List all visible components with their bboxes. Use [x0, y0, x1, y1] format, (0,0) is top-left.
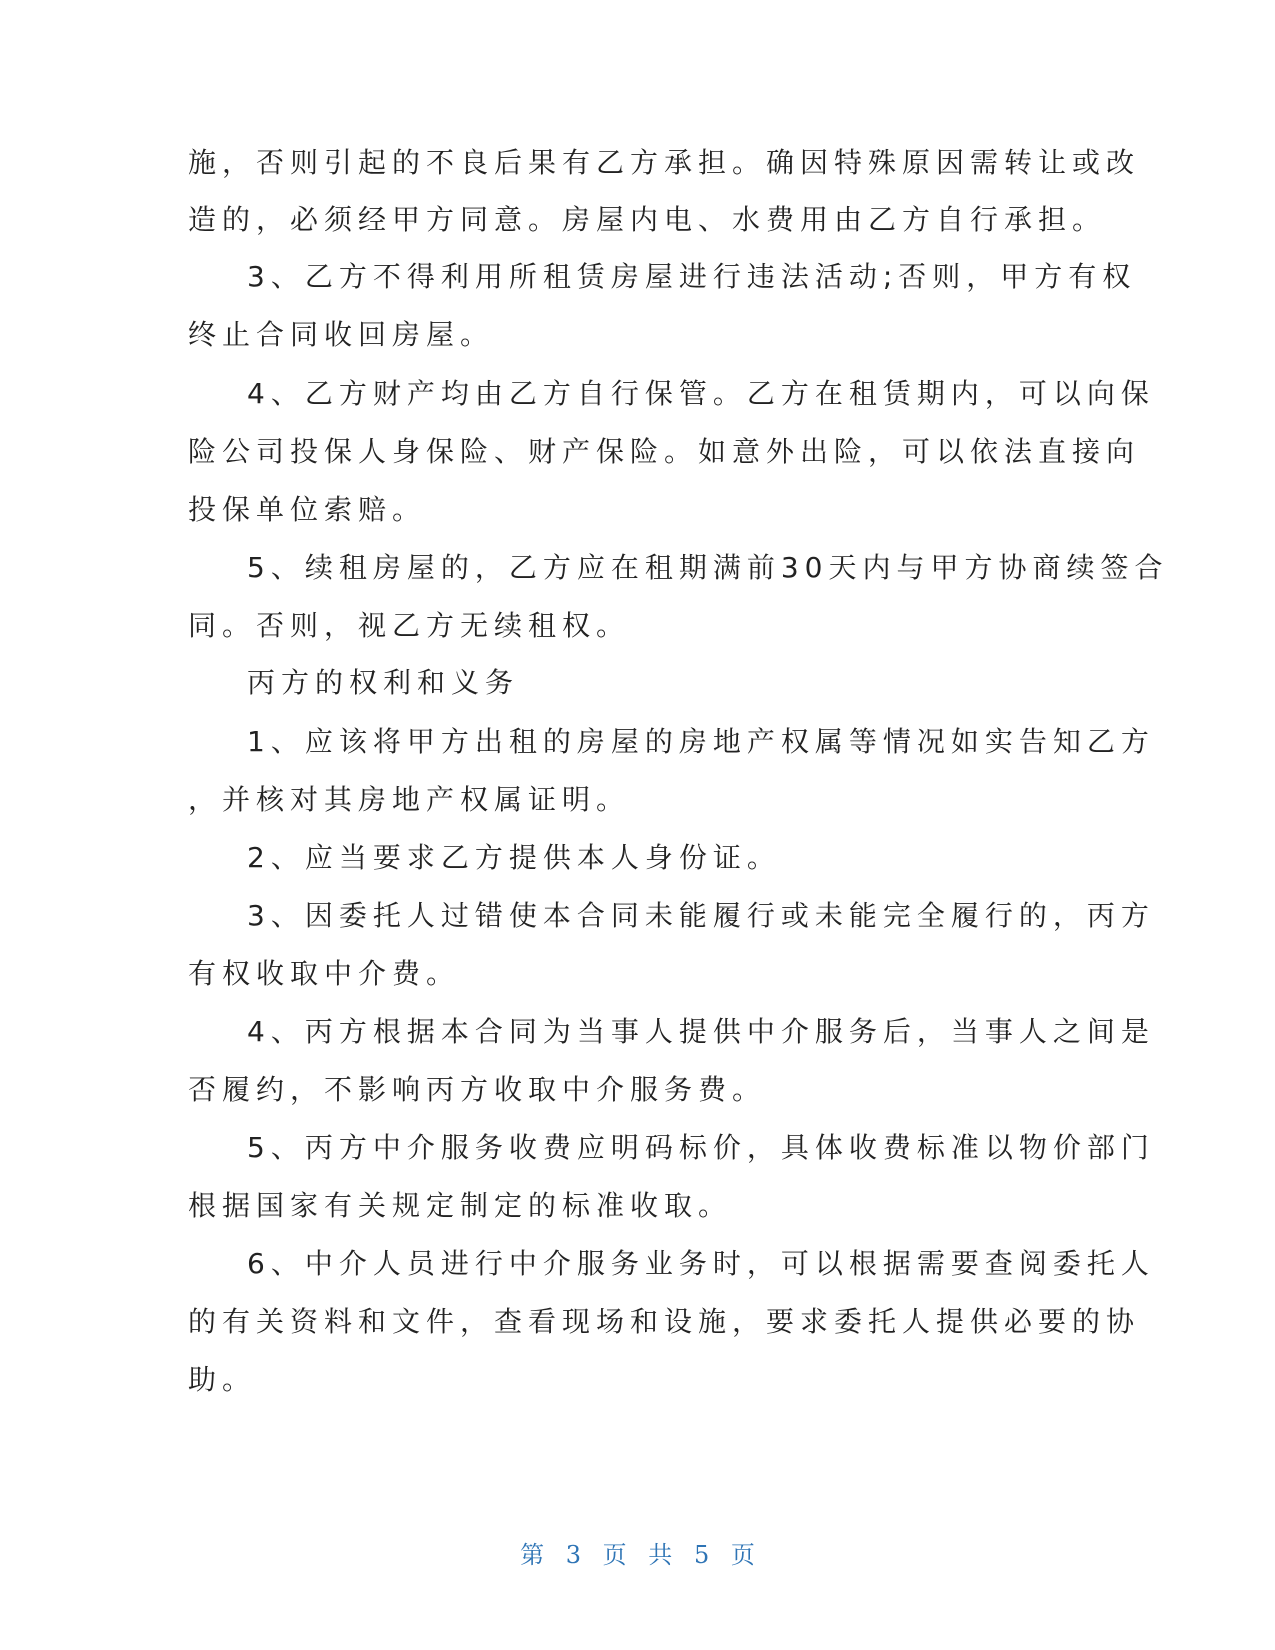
text-line: 根据国家有关规定制定的标准收取。 [188, 1189, 733, 1222]
text-line: 3、乙方不得利用所租赁房屋进行违法活动;否则，甲方有权 [247, 260, 1137, 293]
text-line: ，并核对其房地产权属证明。 [188, 783, 631, 816]
text-line: 险公司投保人身保险、财产保险。如意外出险，可以依法直接向 [188, 435, 1141, 468]
text-line: 有权收取中介费。 [188, 957, 461, 990]
text-line: 投保单位索赔。 [188, 493, 427, 526]
text-line: 1、应该将甲方出租的房屋的房地产权属等情况如实告知乙方 [247, 725, 1155, 758]
section-heading: 丙方的权利和义务 [247, 666, 520, 699]
text-line: 3、因委托人过错使本合同未能履行或未能完全履行的，丙方 [247, 899, 1155, 932]
text-line: 造的，必须经甲方同意。房屋内电、水费用由乙方自行承担。 [188, 203, 1107, 236]
text-line: 终止合同收回房屋。 [188, 318, 495, 351]
text-line: 的有关资料和文件，查看现场和设施，要求委托人提供必要的协 [188, 1305, 1141, 1338]
page-number-footer: 第 3 页 共 5 页 [520, 1541, 755, 1569]
text-line: 5、丙方中介服务收费应明码标价，具体收费标准以物价部门 [247, 1131, 1155, 1164]
text-line: 4、乙方财产均由乙方自行保管。乙方在租赁期内，可以向保 [247, 377, 1155, 410]
text-line: 同。否则，视乙方无续租权。 [188, 609, 631, 642]
text-line: 2、应当要求乙方提供本人身份证。 [247, 841, 781, 874]
text-line: 6、中介人员进行中介服务业务时，可以根据需要查阅委托人 [247, 1247, 1155, 1280]
text-line: 5、续租房屋的，乙方应在租期满前30天内与甲方协商续签合 [247, 551, 1169, 584]
text-line: 否履约，不影响丙方收取中介服务费。 [188, 1073, 767, 1106]
text-line: 施，否则引起的不良后果有乙方承担。确因特殊原因需转让或改 [188, 146, 1141, 179]
text-line: 助。 [188, 1363, 257, 1396]
text-line: 4、丙方根据本合同为当事人提供中介服务后，当事人之间是 [247, 1015, 1155, 1048]
